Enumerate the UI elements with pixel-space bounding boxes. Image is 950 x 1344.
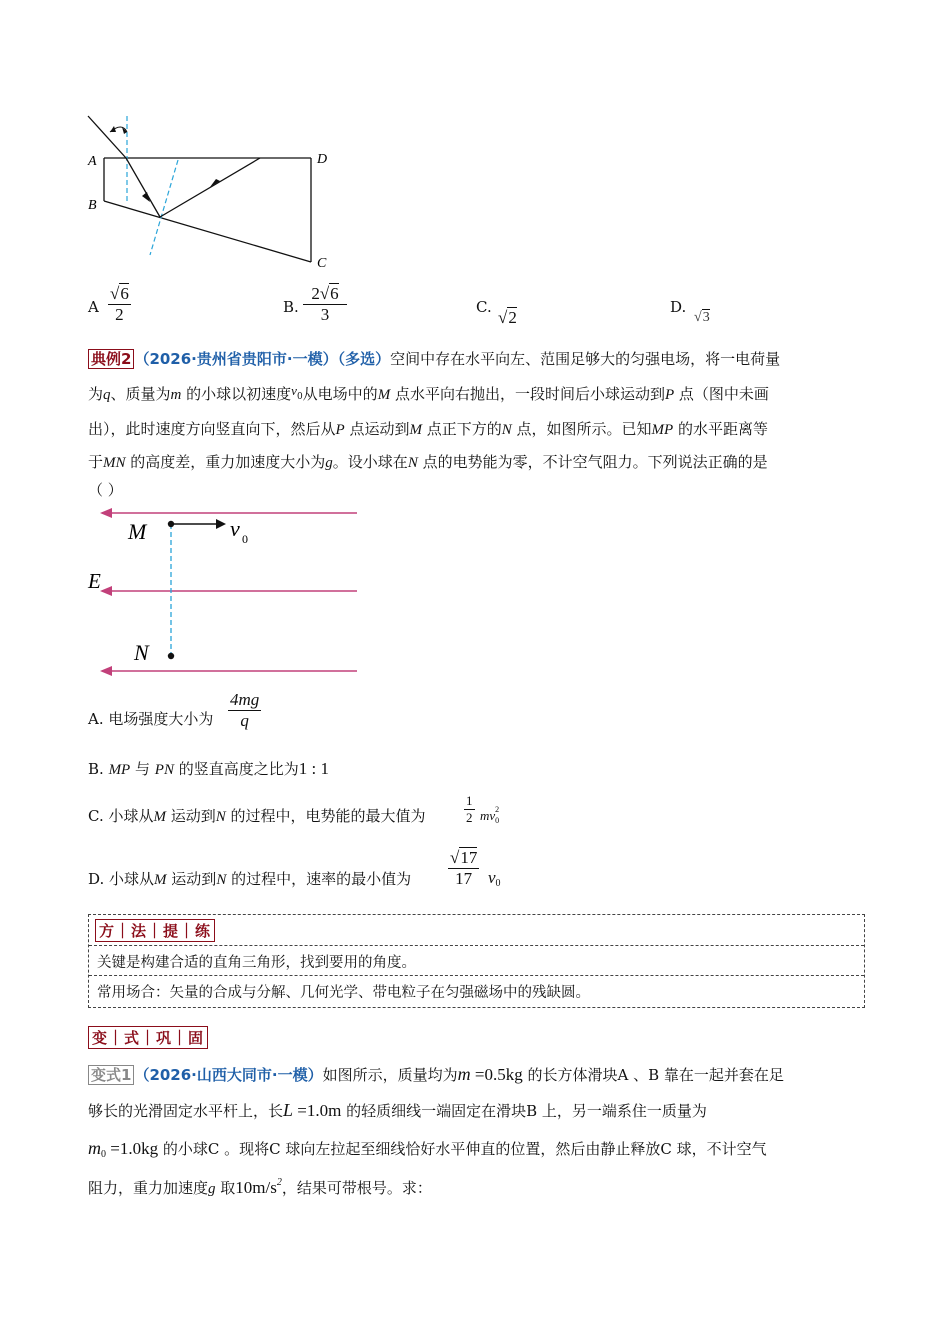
point-n	[168, 653, 174, 659]
ratio: 1 : 1	[298, 759, 329, 778]
text: 点水平向右抛出，一段时间后小球运动到	[390, 385, 665, 403]
subscript: 0	[296, 392, 303, 402]
var-M: M	[154, 872, 167, 888]
method-line-1: 关键是构建合适的直角三角形，找到要用的角度。	[97, 955, 416, 971]
text: mv	[480, 808, 496, 823]
subscript: 0	[101, 1149, 106, 1160]
incident-ray	[88, 116, 126, 158]
option-label: B.	[283, 298, 299, 316]
example2-line-3	[88, 418, 768, 439]
text: 。设小球在	[332, 453, 408, 471]
fraction: $\frac{√17}{17}$	[450, 848, 478, 888]
text: 的轻质细线一端固定在滑块B 上，另一端系住一质量为	[341, 1102, 707, 1120]
fraction	[464, 793, 475, 826]
label-n: N	[134, 640, 149, 665]
var-v: v	[291, 383, 297, 398]
text: 从电场中的	[302, 385, 378, 403]
label-m: M	[128, 519, 147, 544]
radicand: 17	[460, 848, 478, 867]
sqrt-expression: √2	[498, 308, 517, 327]
var-MP: MP	[108, 762, 131, 778]
divider	[89, 945, 864, 946]
var-N: N	[215, 809, 226, 825]
text: 的过程中，速率的最小值为	[226, 870, 412, 888]
value: =0.5kg	[470, 1065, 523, 1084]
option-text: A. 电场强度大小为	[88, 710, 214, 728]
label-e: E	[88, 569, 101, 593]
field-arrow-3	[100, 666, 112, 676]
text: ，结果可带根号。求：	[281, 1179, 432, 1197]
text: 的小球以初速度	[181, 385, 292, 403]
method-line-2: 常用场合：矢量的合成与分解、几何光学、带电粒子在匀强磁场中的残缺圆。	[97, 985, 590, 1001]
value: 10m/s	[235, 1178, 277, 1197]
text: 如图所示，质量均为	[322, 1066, 458, 1084]
text: 运动到	[166, 870, 217, 888]
denominator: 3	[320, 305, 330, 324]
var-m: m	[457, 1064, 471, 1084]
sqrt-expression: √3	[694, 310, 710, 325]
example2-line-2	[88, 383, 769, 404]
denominator: 2	[115, 305, 124, 324]
text: 的长方体滑块A 、B 靠在一起并套在足	[522, 1066, 784, 1084]
option-label: D.	[670, 298, 687, 316]
label-b: B	[88, 198, 97, 213]
text: C. 小球从	[88, 807, 154, 825]
q1-option-c[interactable]	[476, 298, 517, 327]
var-N: N	[501, 422, 512, 438]
example2-option-a[interactable]	[88, 690, 388, 742]
method-header: 方｜法｜提｜练	[95, 919, 215, 942]
radicand: 6	[120, 284, 129, 303]
denominator: 2	[466, 810, 473, 825]
text: 的高度差，重力加速度大小为	[125, 453, 326, 471]
variant1-line-2	[88, 1100, 707, 1121]
fraction	[228, 690, 261, 731]
var-g: g	[325, 455, 333, 471]
text: 出），此时速度方向竖直向下，然后从	[88, 420, 336, 438]
divider	[89, 975, 864, 976]
label-v-sub: 0	[242, 532, 248, 546]
text: 点，如图所示。已知	[511, 420, 652, 438]
var-L: L	[283, 1100, 294, 1120]
reflected-ray	[160, 158, 260, 217]
label-v: v	[230, 516, 240, 541]
example2-option-b[interactable]	[88, 758, 329, 779]
method-summary-box	[88, 914, 865, 1008]
text: 点运动到	[344, 420, 410, 438]
var-P: P	[335, 422, 345, 438]
text: D. 小球从	[88, 870, 155, 888]
text: 点正下方的	[421, 420, 502, 438]
coefficient: 2	[311, 284, 320, 303]
radicand: 2	[508, 308, 517, 327]
answer-blank[interactable]: （ ）	[88, 481, 123, 499]
variant1-line-3	[88, 1138, 767, 1160]
text: 的过程中，电势能的最大值为	[225, 807, 426, 825]
var-g: g	[208, 1181, 216, 1197]
radicand: 3	[702, 310, 710, 325]
variant1-line-1	[88, 1064, 784, 1085]
denominator: 17	[455, 869, 473, 888]
var-P: P	[664, 387, 675, 403]
example-source: （2026·贵州省贵阳市·一模）（多选）	[134, 350, 391, 368]
var-N: N	[216, 872, 227, 888]
field-arrow-2	[100, 586, 112, 596]
var-M: M	[409, 422, 422, 438]
text: 于	[88, 453, 104, 471]
example2-option-d[interactable]	[88, 848, 538, 900]
var-PN: PN	[154, 762, 174, 778]
numerator: 1	[466, 793, 473, 808]
text: 取	[215, 1179, 236, 1197]
var-MP: MP	[651, 422, 674, 438]
variant-source: （2026·山西大同市·一模）	[134, 1066, 323, 1084]
var-N: N	[407, 455, 418, 471]
value: =1.0m	[293, 1101, 342, 1120]
mv-expression	[480, 805, 499, 825]
refracted-ray	[126, 158, 160, 217]
label-a: A	[88, 154, 97, 169]
text: 运动到	[165, 807, 216, 825]
variant-tag: 变式1	[88, 1065, 134, 1085]
option-text	[88, 805, 426, 826]
example2-line-4	[88, 451, 768, 472]
var-M: M	[377, 387, 391, 403]
superscript: 2	[276, 1177, 282, 1188]
velocity-arrowhead	[216, 519, 226, 529]
denominator: q	[240, 711, 249, 730]
fraction: $\frac{√6}{2}$	[110, 284, 129, 324]
text: 空间中存在水平向左、范围足够大的匀强电场，将一电荷量	[390, 350, 781, 368]
text: 阻力，重力加速度	[88, 1179, 209, 1197]
value: =1.0kg	[106, 1139, 159, 1158]
superscript: 2	[495, 805, 500, 814]
subscript: 0	[495, 878, 501, 889]
example2-option-c[interactable]	[88, 793, 538, 833]
field-figure	[84, 500, 364, 680]
edge-bc	[104, 201, 311, 262]
text: 的水平距离等	[673, 420, 768, 438]
text: 、质量为	[110, 385, 171, 403]
label-d: D	[317, 152, 328, 167]
text: 与	[130, 760, 155, 778]
velocity-term	[488, 868, 501, 889]
var-m: m	[170, 387, 182, 403]
text: 点的电势能为零，不计空气阻力。下列说法正确的是	[417, 453, 768, 471]
subscript: 0	[495, 816, 500, 825]
example2-line-1	[88, 348, 780, 369]
text: B.	[88, 760, 109, 778]
var-m0: m	[88, 1138, 101, 1158]
q1-option-d[interactable]	[670, 298, 710, 325]
option-text	[88, 868, 411, 889]
numerator: 4mg	[230, 690, 260, 709]
text: 的竖直高度之比为	[173, 760, 299, 778]
variant-section-header: 变｜式｜巩｜固	[88, 1026, 208, 1049]
variant1-line-4	[88, 1177, 432, 1198]
text: 点（图中未画	[674, 385, 769, 403]
optics-figure	[84, 110, 344, 275]
label-c: C	[317, 256, 327, 271]
example-tag: 典例2	[88, 349, 134, 369]
field-arrow-1	[100, 508, 112, 518]
var-MN: MN	[103, 455, 126, 471]
option-label: C.	[476, 298, 492, 316]
fraction: $\frac{2√6}{3}$	[303, 284, 347, 325]
text: 够长的光滑固定水平杆上，长	[88, 1102, 284, 1120]
text: v	[488, 868, 496, 887]
var-q: q	[103, 387, 111, 403]
text: 为	[88, 385, 104, 403]
radicand: 6	[330, 284, 339, 303]
text: 的小球C 。现将C 球向左拉起至细线恰好水平伸直的位置，然后由静止释放C 球，不计空气	[158, 1140, 767, 1158]
option-label: A	[88, 298, 99, 316]
var-M: M	[153, 809, 166, 825]
